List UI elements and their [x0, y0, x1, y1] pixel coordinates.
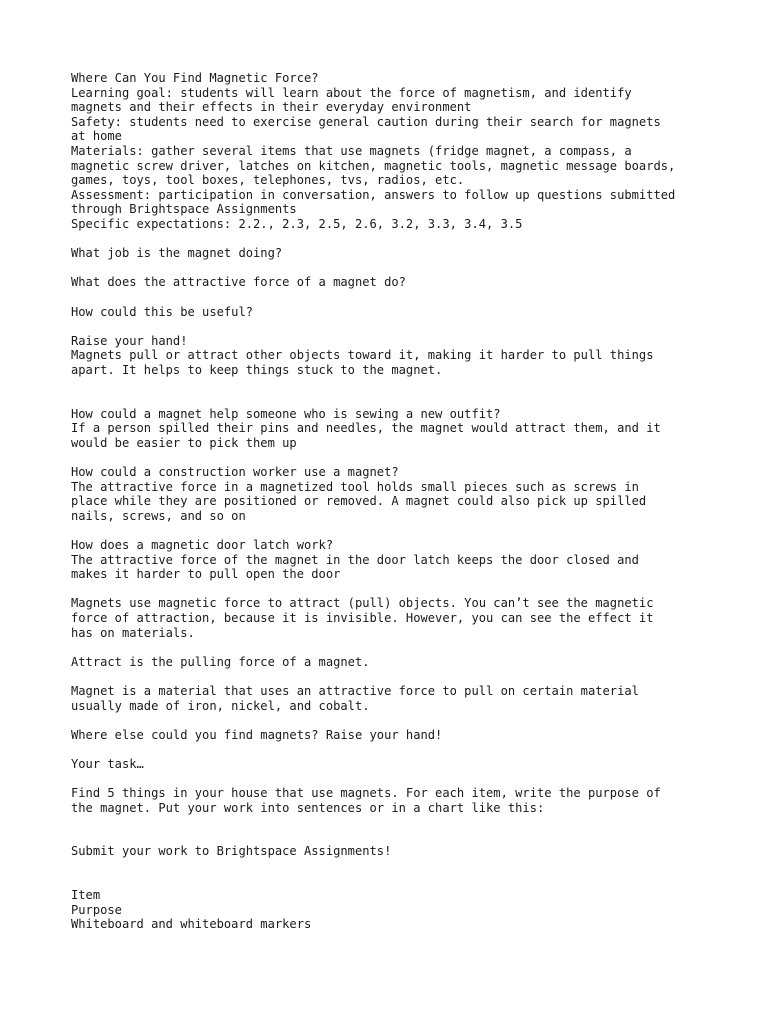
door-latch-answer-2: makes it harder to pull open the door	[71, 567, 341, 582]
chart-header-purpose: Purpose	[71, 902, 122, 917]
question-useful: How could this be useful?	[71, 304, 254, 319]
magnet-def-line-2: usually made of iron, nickel, and cobalt.	[71, 698, 370, 713]
construction-question: How could a construction worker use a magnet?	[71, 465, 399, 480]
submit-instruction: Submit your work to Brightspace Assignments!	[71, 844, 392, 859]
sewing-answer-1: If a person spilled their pins and needles, the magnet would attract them, and it	[71, 421, 661, 436]
door-latch-question: How does a magnetic door latch work?	[71, 538, 334, 552]
task-instructions	[71, 786, 731, 815]
magnet-def-line-1: Magnet is a material that uses an attractive force to pull on certain material	[71, 683, 639, 698]
raise-hand-line: Raise your hand!	[71, 333, 188, 348]
lesson-title: Where Can You Find Magnetic Force?	[71, 71, 319, 85]
assessment-line-1: Assessment: participation in conversation, answers to follow up questions submitted	[71, 187, 676, 202]
task-line-1: Find 5 things in your house that use magnets. For each item, write the purpose of	[71, 786, 661, 801]
your-task-heading: Your task…	[71, 756, 144, 771]
sewing-question: How could a magnet help someone who is sewing a new outfit?	[71, 406, 501, 421]
answer-line-1: Magnets pull or attract other objects toward it, making it harder to pull things	[71, 348, 654, 363]
task-line-2: the magnet. Put your work into sentences or in a chart like this:	[71, 800, 545, 815]
sewing-block	[71, 407, 731, 451]
force-line-1: Magnets use magnetic force to attract (pull) objects. You can’t see the magnetic	[71, 596, 654, 611]
door-latch-answer-1: The attractive force of the magnet in the door latch keeps the door closed and	[71, 552, 639, 567]
answer-block	[71, 334, 731, 378]
example-chart	[71, 888, 731, 932]
materials-line-3: games, toys, tool boxes, telephones, tvs, radios, etc.	[71, 173, 465, 188]
force-line-3: has on materials.	[71, 625, 195, 640]
construction-answer-1: The attractive force in a magnetized tool holds small pieces such as screws in	[71, 479, 639, 494]
force-line-2: force of attraction, because it is invisible. However, you can see the effect it	[71, 610, 654, 625]
learning-goal-line-1: Learning goal: students will learn about the force of magnetism, and identify	[71, 85, 632, 100]
safety-line-2: at home	[71, 129, 122, 144]
magnetic-force-paragraph	[71, 596, 731, 640]
door-latch-block	[71, 538, 731, 582]
attract-definition: Attract is the pulling force of a magnet.	[71, 654, 370, 669]
chart-header-item: Item	[71, 888, 101, 903]
construction-answer-2: place while they are positioned or removed. A magnet could also pick up spilled	[71, 494, 647, 509]
chart-row-item: Whiteboard and whiteboard markers	[71, 917, 312, 932]
specific-expectations: Specific expectations: 2.2., 2.3, 2.5, 2.6, 3.2, 3.3, 3.4, 3.5	[71, 216, 523, 231]
safety-line-1: Safety: students need to exercise general caution during their search for magnets	[71, 114, 661, 129]
magnet-definition	[71, 684, 731, 713]
materials-line-1: Materials: gather several items that use magnets (fridge magnet, a compass, a	[71, 143, 632, 158]
learning-goal-line-2: magnets and their effects in their everyday environment	[71, 100, 472, 115]
construction-answer-3: nails, screws, and so on	[71, 508, 246, 523]
question-attractive-force: What does the attractive force of a magnet do?	[71, 275, 406, 290]
answer-line-2: apart. It helps to keep things stuck to the magnet.	[71, 362, 443, 377]
lesson-header	[71, 71, 731, 232]
sewing-answer-2: would be easier to pick them up	[71, 435, 297, 450]
question-magnet-job: What job is the magnet doing?	[71, 246, 283, 261]
assessment-line-2: through Brightspace Assignments	[71, 202, 297, 217]
materials-line-2: magnetic screw driver, latches on kitchen, magnetic tools, magnetic message boards,	[71, 158, 676, 173]
where-else-question: Where else could you find magnets? Raise your hand!	[71, 727, 443, 742]
document-page	[71, 71, 731, 932]
construction-block	[71, 465, 731, 523]
